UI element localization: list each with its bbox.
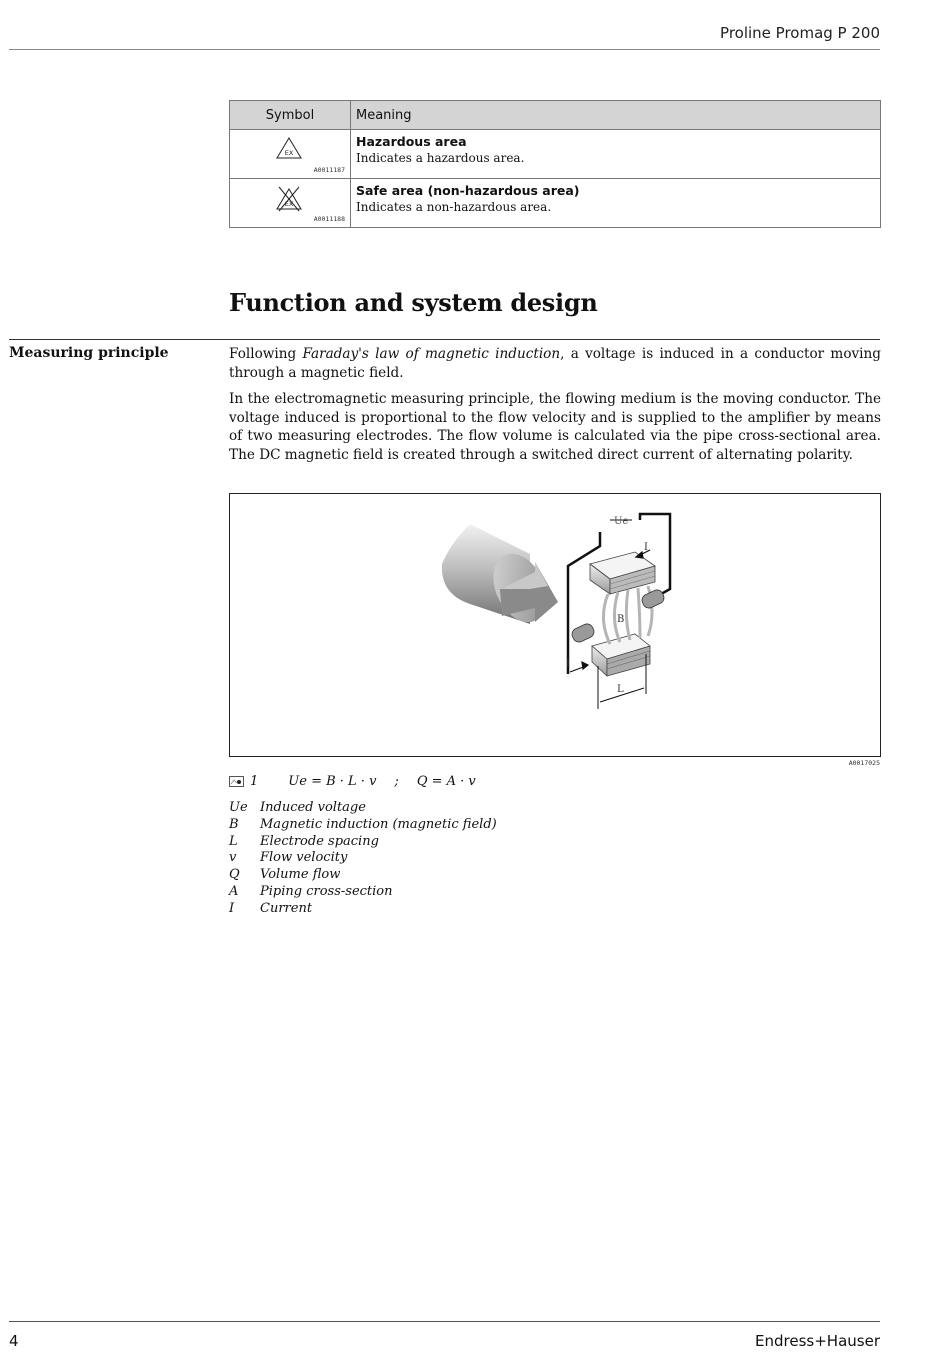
meaning-title: Safe area (non-hazardous area) [356,183,580,198]
paragraph-text: Following [229,346,303,362]
header-divider [9,49,880,50]
table-header-row [230,101,881,130]
table-row [230,179,881,228]
legend-symbol: v [229,850,237,866]
meaning-title: Hazardous area [356,134,467,149]
footer-divider [9,1321,880,1322]
figure-code: A0017025 [848,759,880,767]
legend-item [229,884,497,901]
measuring-principle-figure [229,493,881,757]
electrode-spacing-label: L [617,684,624,695]
legend-text: Electrode spacing [260,833,379,849]
side-heading: Measuring principle [9,345,169,361]
upper-coil [590,552,655,594]
legend-symbol: B [229,816,239,832]
symbol-cell [230,130,351,179]
symbol-table [229,100,881,228]
legend-symbol: I [229,900,235,916]
legend-item [229,901,497,918]
formula-flow: Q = A · v [416,774,476,789]
paragraph-text: , a voltage is induced in a conductor moving through a magnetic field. [229,346,881,381]
legend-text: Piping cross-section [260,883,393,899]
legend-item [229,834,497,851]
figure-number: 1 [250,774,259,789]
legend-symbol: Q [229,867,240,883]
formula-caption [229,774,476,789]
legend-item [229,850,497,867]
meaning-description: Indicates a non-hazardous area. [356,200,552,214]
table-row [230,130,881,179]
induced-voltage-label: Ue [614,516,629,527]
company-name: Endress+Hauser [755,1332,880,1350]
formula-separator: ; [394,774,399,789]
formula-voltage: Ue = B · L · v [288,774,377,789]
figure-icon [229,776,244,787]
magnetic-field-label: B [617,614,625,625]
symbol-cell [230,179,351,228]
meaning-cell [351,179,881,228]
column-header-meaning: Meaning [351,101,881,130]
page-number: 4 [9,1332,19,1350]
magnetic-field-lines [603,586,652,644]
paragraph: In the electromagnetic measuring principle, the flowing medium is the moving conductor. The voltage induced is proportional to the flow velocity and is supplied to the amplifier by means of two measuring electrodes. The flow volume is calculated via the pipe cross-sectional area. The DC magnetic field is created through a switched direct current of alternating polarity. [229,391,881,463]
electromagnetic-principle-illustration [230,494,880,756]
hazardous-area-icon [276,136,302,160]
meaning-description: Indicates a hazardous area. [356,151,525,165]
lower-coil [592,634,650,676]
legend-item [229,817,497,834]
flow-pipe-shape [442,524,558,631]
body-text [229,345,881,472]
meaning-cell [351,130,881,179]
legend-symbol: A [229,883,239,899]
document-title: Proline Promag P 200 [720,24,880,42]
symbol-code: A0011187 [313,166,345,174]
legend-text: Flow velocity [260,850,348,866]
section-divider [9,339,880,340]
paragraph [229,345,881,382]
legend-item [229,800,497,817]
safe-area-icon [276,185,302,213]
section-title: Function and system design [229,288,598,317]
current-label: I [566,658,570,669]
legend-text: Induced voltage [260,800,366,815]
legend-text: Current [260,900,313,916]
legend-item [229,867,497,884]
column-header-symbol: Symbol [230,101,351,130]
legend-text: Magnetic induction (magnetic field) [260,816,497,832]
svg-text:EX: EX [284,149,294,157]
symbol-code: A0011188 [313,215,345,223]
legend [229,800,497,918]
current-label: I [644,542,648,553]
svg-text:EX: EX [284,200,294,208]
emphasis-text: Faraday's law of magnetic induction [302,346,561,362]
legend-text: Volume flow [260,867,341,883]
legend-symbol: L [229,833,238,849]
legend-symbol: Ue [229,800,248,815]
